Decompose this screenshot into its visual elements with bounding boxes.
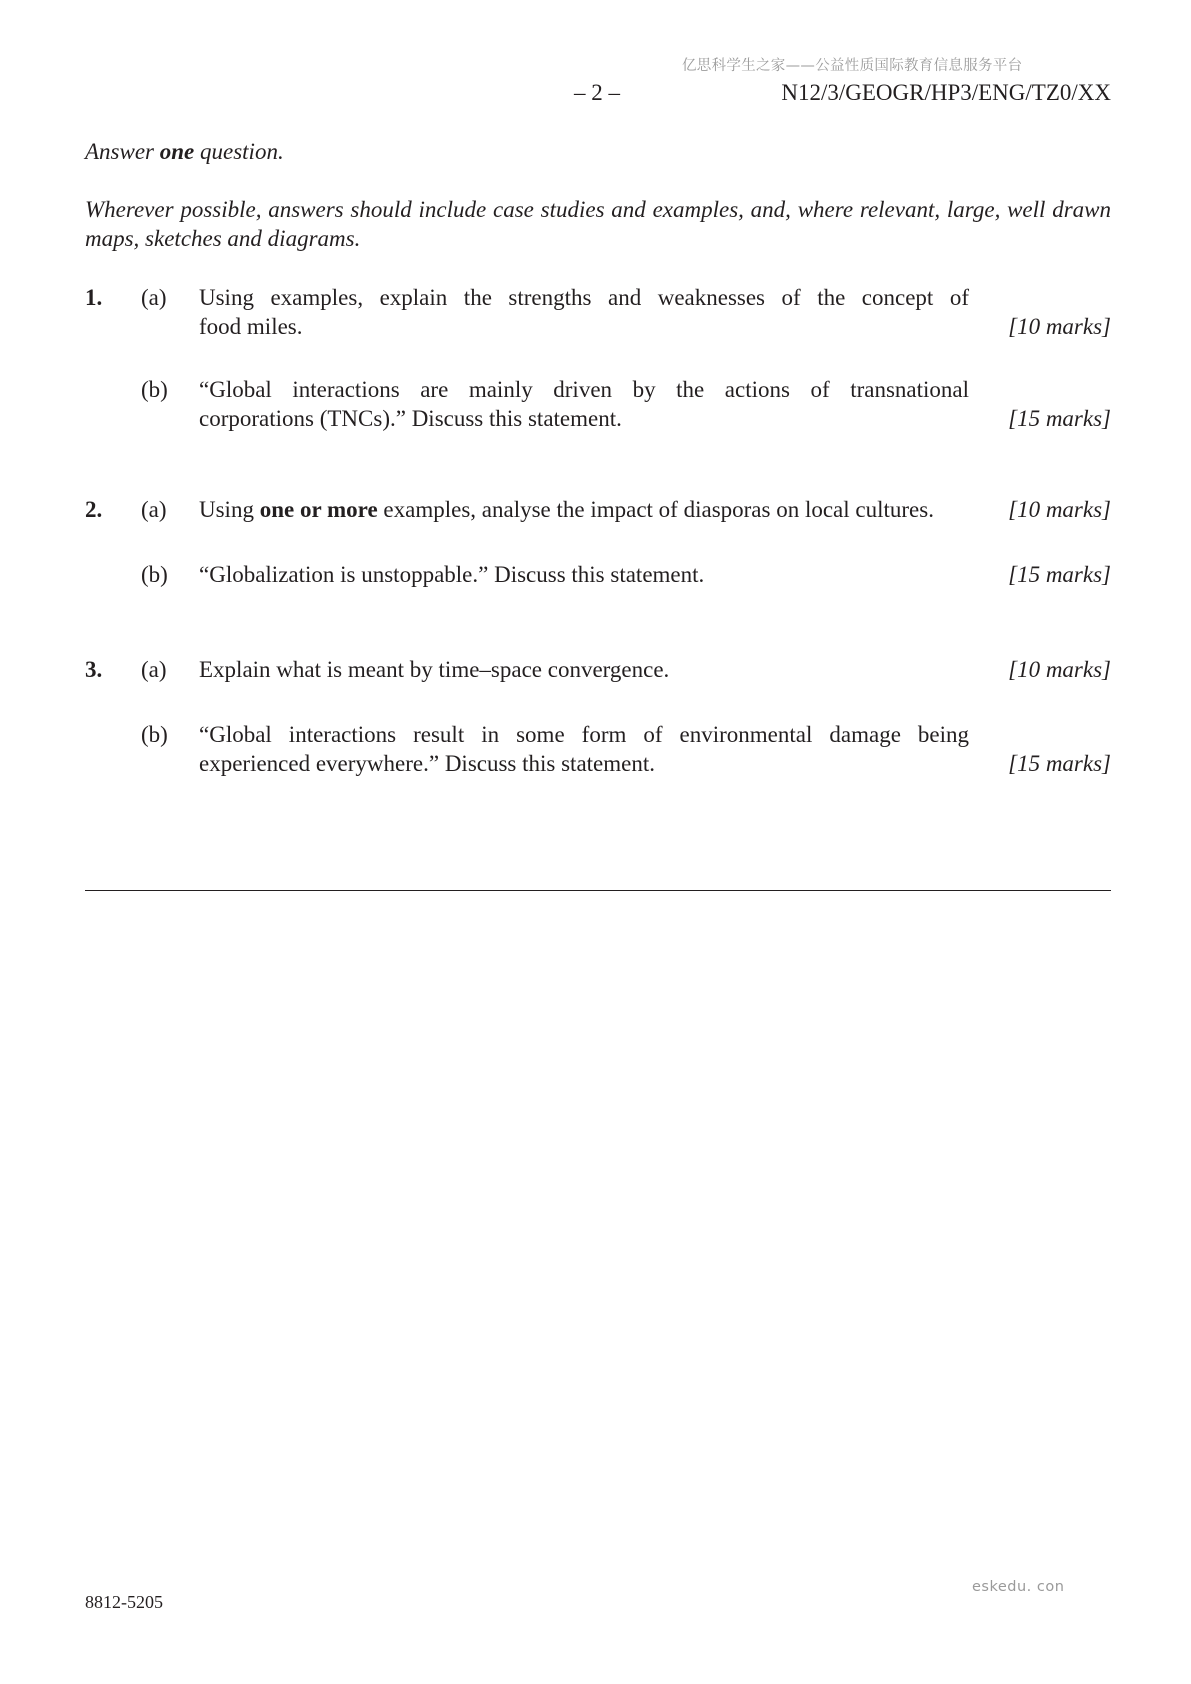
question-text <box>199 495 969 524</box>
question-marks: [10 marks] <box>1008 497 1111 522</box>
question-marks: [10 marks] <box>1008 314 1111 339</box>
question-text <box>199 375 969 433</box>
question-part-label: (b) <box>141 377 168 402</box>
question-text: “Globalization is unstoppable.” Discuss this statement. <box>199 562 705 587</box>
question-text: Explain what is meant by time–space convergence. <box>199 657 670 682</box>
instruction-answer-one <box>85 137 1111 166</box>
paper-code: N12/3/GEOGR/HP3/ENG/TZ0/XX <box>781 80 1111 105</box>
question-marks: [15 marks] <box>1008 562 1111 587</box>
instruction-text-after: question. <box>194 139 284 164</box>
question-part-label: (b) <box>141 562 168 587</box>
question-text-after: examples, analyse the impact of diasporas on local cultures. <box>377 497 934 522</box>
question-text-bold: one or more <box>259 497 378 522</box>
end-of-paper-rule <box>85 890 1111 891</box>
question-text <box>199 720 969 778</box>
question-marks: [10 marks] <box>1008 657 1111 682</box>
instruction-text-before: Answer <box>85 139 160 164</box>
question-number: 2. <box>85 497 103 522</box>
question-part-label: (b) <box>141 722 168 747</box>
instruction-guidance: Wherever possible, answers should include case studies and examples, and, where relevant, large, well drawn maps, sketches and diagrams. <box>85 197 1111 251</box>
watermark-bottom: eskedu. con <box>972 1579 1065 1595</box>
question-text-before: Using <box>199 497 260 522</box>
question-text-line2: experienced everywhere.” Discuss this statement. <box>199 751 655 776</box>
question-marks: [15 marks] <box>1008 751 1111 776</box>
question-text-line1: “Global interactions result in some form of environmental damage being <box>199 722 969 747</box>
question-text-line2: corporations (TNCs).” Discuss this statement. <box>199 406 622 431</box>
page-header <box>0 80 1191 112</box>
question-text-line1: Using examples, explain the strengths and weaknesses of the concept of <box>199 285 969 310</box>
page-number: – 2 – <box>574 80 620 105</box>
question-text-line1: “Global interactions are mainly driven by the actions of transnational <box>199 377 969 402</box>
question-part-label: (a) <box>141 285 167 310</box>
question-part-label: (a) <box>141 497 167 522</box>
instruction-bold: one <box>159 139 195 164</box>
question-marks: [15 marks] <box>1008 406 1111 431</box>
question-number: 1. <box>85 285 103 310</box>
question-text <box>199 283 969 341</box>
watermark-top: 亿思科学生之家——公益性质国际教育信息服务平台 <box>682 58 1023 74</box>
question-part-label: (a) <box>141 657 167 682</box>
question-text-line2: food miles. <box>199 314 303 339</box>
question-number: 3. <box>85 657 103 682</box>
footer-code: 8812-5205 <box>85 1592 163 1612</box>
